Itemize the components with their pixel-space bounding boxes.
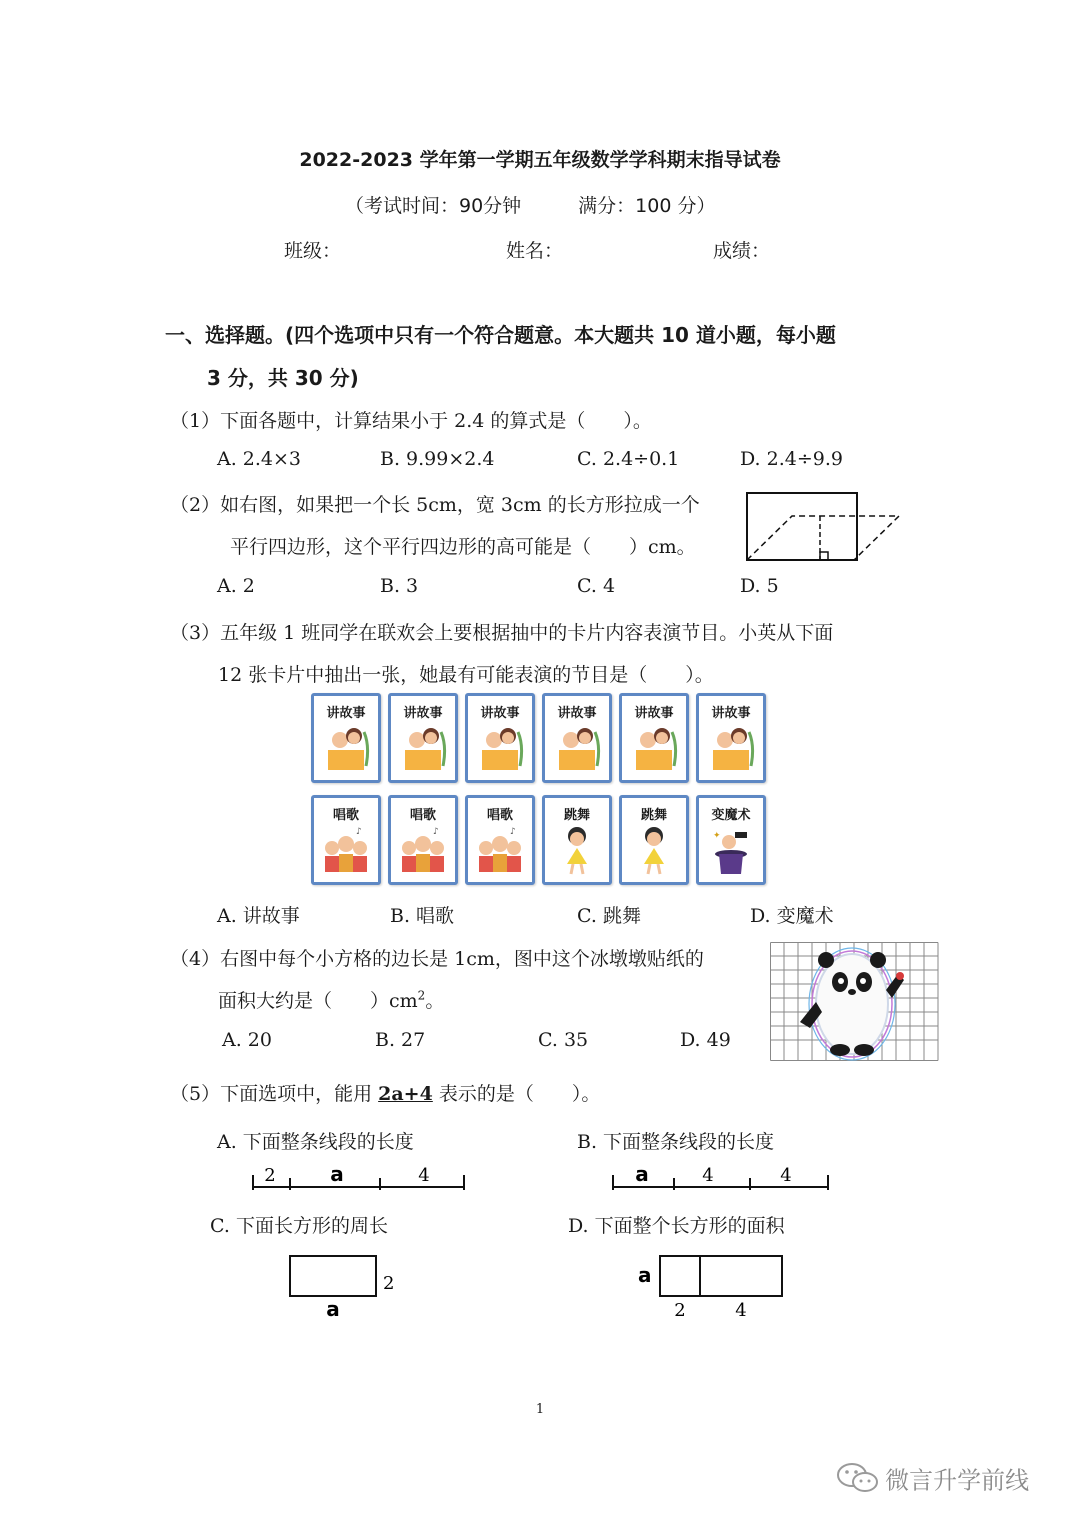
singing-children-icon bbox=[474, 824, 526, 876]
q3-option-d: D. 变魔术 bbox=[750, 905, 834, 927]
dancing-girl-icon bbox=[551, 824, 603, 876]
wechat-icon bbox=[836, 1460, 880, 1496]
q2-option-b: B. 3 bbox=[380, 575, 419, 597]
card-dance: 跳舞 bbox=[542, 795, 612, 885]
section-heading: 一、选择题。(四个选项中只有一个符合题意。本大题共 10 道小题，每小题 bbox=[165, 323, 836, 347]
singing-children-icon bbox=[397, 824, 449, 876]
rect-d-label-4: 4 bbox=[735, 1300, 747, 1321]
story-illustration-icon bbox=[474, 722, 526, 774]
svg-text:♪: ♪ bbox=[356, 827, 362, 837]
q2-option-a: A. 2 bbox=[217, 575, 255, 597]
seg-b-label-a: a bbox=[635, 1162, 649, 1186]
card-sing: 唱歌 ♪ bbox=[311, 795, 381, 885]
story-illustration-icon bbox=[628, 722, 680, 774]
story-illustration-icon bbox=[397, 722, 449, 774]
seg-a-label-a: a bbox=[330, 1162, 344, 1186]
card-dance: 跳舞 bbox=[619, 795, 689, 885]
q3-option-a: A. 讲故事 bbox=[217, 905, 300, 927]
q3-option-c: C. 跳舞 bbox=[577, 905, 641, 927]
story-illustration-icon bbox=[551, 722, 603, 774]
q4-stem: （4）右图中每个小方格的边长是 1cm，图中这个冰墩墩贴纸的 bbox=[170, 948, 704, 970]
card-story: 讲故事 bbox=[542, 693, 612, 783]
segment-b-figure bbox=[608, 1160, 834, 1192]
bing-dwen-dwen-icon bbox=[800, 948, 904, 1060]
dancing-girl-icon bbox=[628, 824, 680, 876]
card-story: 讲故事 bbox=[465, 693, 535, 783]
card-sing: 唱歌 ♪ bbox=[465, 795, 535, 885]
card-story: 讲故事 bbox=[696, 693, 766, 783]
q5-option-b: B. 下面整条线段的长度 bbox=[577, 1131, 775, 1153]
exam-info: （考试时间：90分钟 满分：100 分） bbox=[345, 195, 716, 217]
section-heading-line2: 3 分，共 30 分) bbox=[207, 366, 359, 390]
singing-children-icon bbox=[320, 824, 372, 876]
rect-d-label-a: a bbox=[638, 1263, 652, 1287]
rect-c-label-2: 2 bbox=[383, 1273, 395, 1294]
panda-grid-figure bbox=[770, 942, 940, 1062]
q2-option-d: D. 5 bbox=[740, 575, 779, 597]
q1-option-a: A. 2.4×3 bbox=[217, 448, 302, 470]
score-label: 成绩： bbox=[713, 240, 771, 262]
card-magic: 变魔术 ✦ bbox=[696, 795, 766, 885]
q4-option-b: B. 27 bbox=[375, 1029, 426, 1051]
class-label: 班级： bbox=[284, 240, 342, 262]
story-illustration-icon bbox=[705, 722, 757, 774]
seg-b-label-4a: 4 bbox=[702, 1165, 714, 1186]
exam-title: 2022-2023 学年第一学期五年级数学学科期末指导试卷 bbox=[299, 149, 781, 171]
q1-option-d: D. 2.4÷9.9 bbox=[740, 448, 843, 470]
q4-stem-line2: 面积大约是（ ）$cm^2$。 bbox=[218, 988, 445, 1012]
q2-stem: （2）如右图，如果把一个长 5cm，宽 3cm 的长方形拉成一个 bbox=[170, 494, 700, 516]
q4-option-a: A. 20 bbox=[222, 1029, 272, 1051]
card-story: 讲故事 bbox=[311, 693, 381, 783]
q3-stem-line2: 12 张卡片中抽出一张，她最有可能表演的节目是（ ）。 bbox=[218, 664, 714, 686]
q2-stem-line2: 平行四边形，这个平行四边形的高可能是（ ）cm。 bbox=[230, 536, 696, 558]
q5-option-d: D. 下面整个长方形的面积 bbox=[568, 1215, 785, 1237]
q1-stem: （1）下面各题中，计算结果小于 2.4 的算式是（ ）。 bbox=[170, 410, 652, 432]
q1-option-b: B. 9.99×2.4 bbox=[380, 448, 495, 470]
segment-a-figure bbox=[248, 1160, 470, 1192]
rectangle-d-figure bbox=[636, 1252, 788, 1322]
q3-stem: （3）五年级 1 班同学在联欢会上要根据抽中的卡片内容表演节目。小英从下面 bbox=[170, 622, 834, 644]
seg-a-label-4: 4 bbox=[418, 1165, 430, 1186]
q1-option-c: C. 2.4÷0.1 bbox=[577, 448, 680, 470]
svg-text:♪: ♪ bbox=[510, 827, 516, 837]
rect-d-label-2: 2 bbox=[674, 1300, 686, 1321]
q2-option-c: C. 4 bbox=[577, 575, 616, 597]
seg-a-label-2: 2 bbox=[264, 1165, 276, 1186]
q5-option-a: A. 下面整条线段的长度 bbox=[217, 1131, 414, 1153]
wechat-watermark bbox=[836, 1460, 1029, 1496]
name-label: 姓名： bbox=[506, 240, 564, 262]
svg-text:✦: ✦ bbox=[713, 831, 721, 841]
q3-option-b: B. 唱歌 bbox=[390, 905, 455, 927]
q4-option-c: C. 35 bbox=[538, 1029, 589, 1051]
watermark-text: 微言升学前线 bbox=[885, 1466, 1030, 1495]
card-sing: 唱歌 ♪ bbox=[388, 795, 458, 885]
q5-expression: 2a+4 bbox=[378, 1083, 433, 1105]
magic-hat-icon bbox=[705, 824, 757, 876]
rectangle-parallelogram-figure bbox=[744, 490, 904, 566]
svg-text:♪: ♪ bbox=[433, 827, 439, 837]
rectangle-c-figure bbox=[286, 1252, 398, 1322]
card-story: 讲故事 bbox=[619, 693, 689, 783]
story-illustration-icon bbox=[320, 722, 372, 774]
page-number: 1 bbox=[535, 1402, 545, 1417]
seg-b-label-4b: 4 bbox=[780, 1165, 792, 1186]
q4-option-d: D. 49 bbox=[680, 1029, 731, 1051]
q5-option-c: C. 下面长方形的周长 bbox=[210, 1215, 388, 1237]
rect-c-label-a: a bbox=[326, 1297, 340, 1321]
q5-stem: （5）下面选项中，能用 2a+4 表示的是（ ）。 bbox=[170, 1083, 601, 1105]
card-story: 讲故事 bbox=[388, 693, 458, 783]
